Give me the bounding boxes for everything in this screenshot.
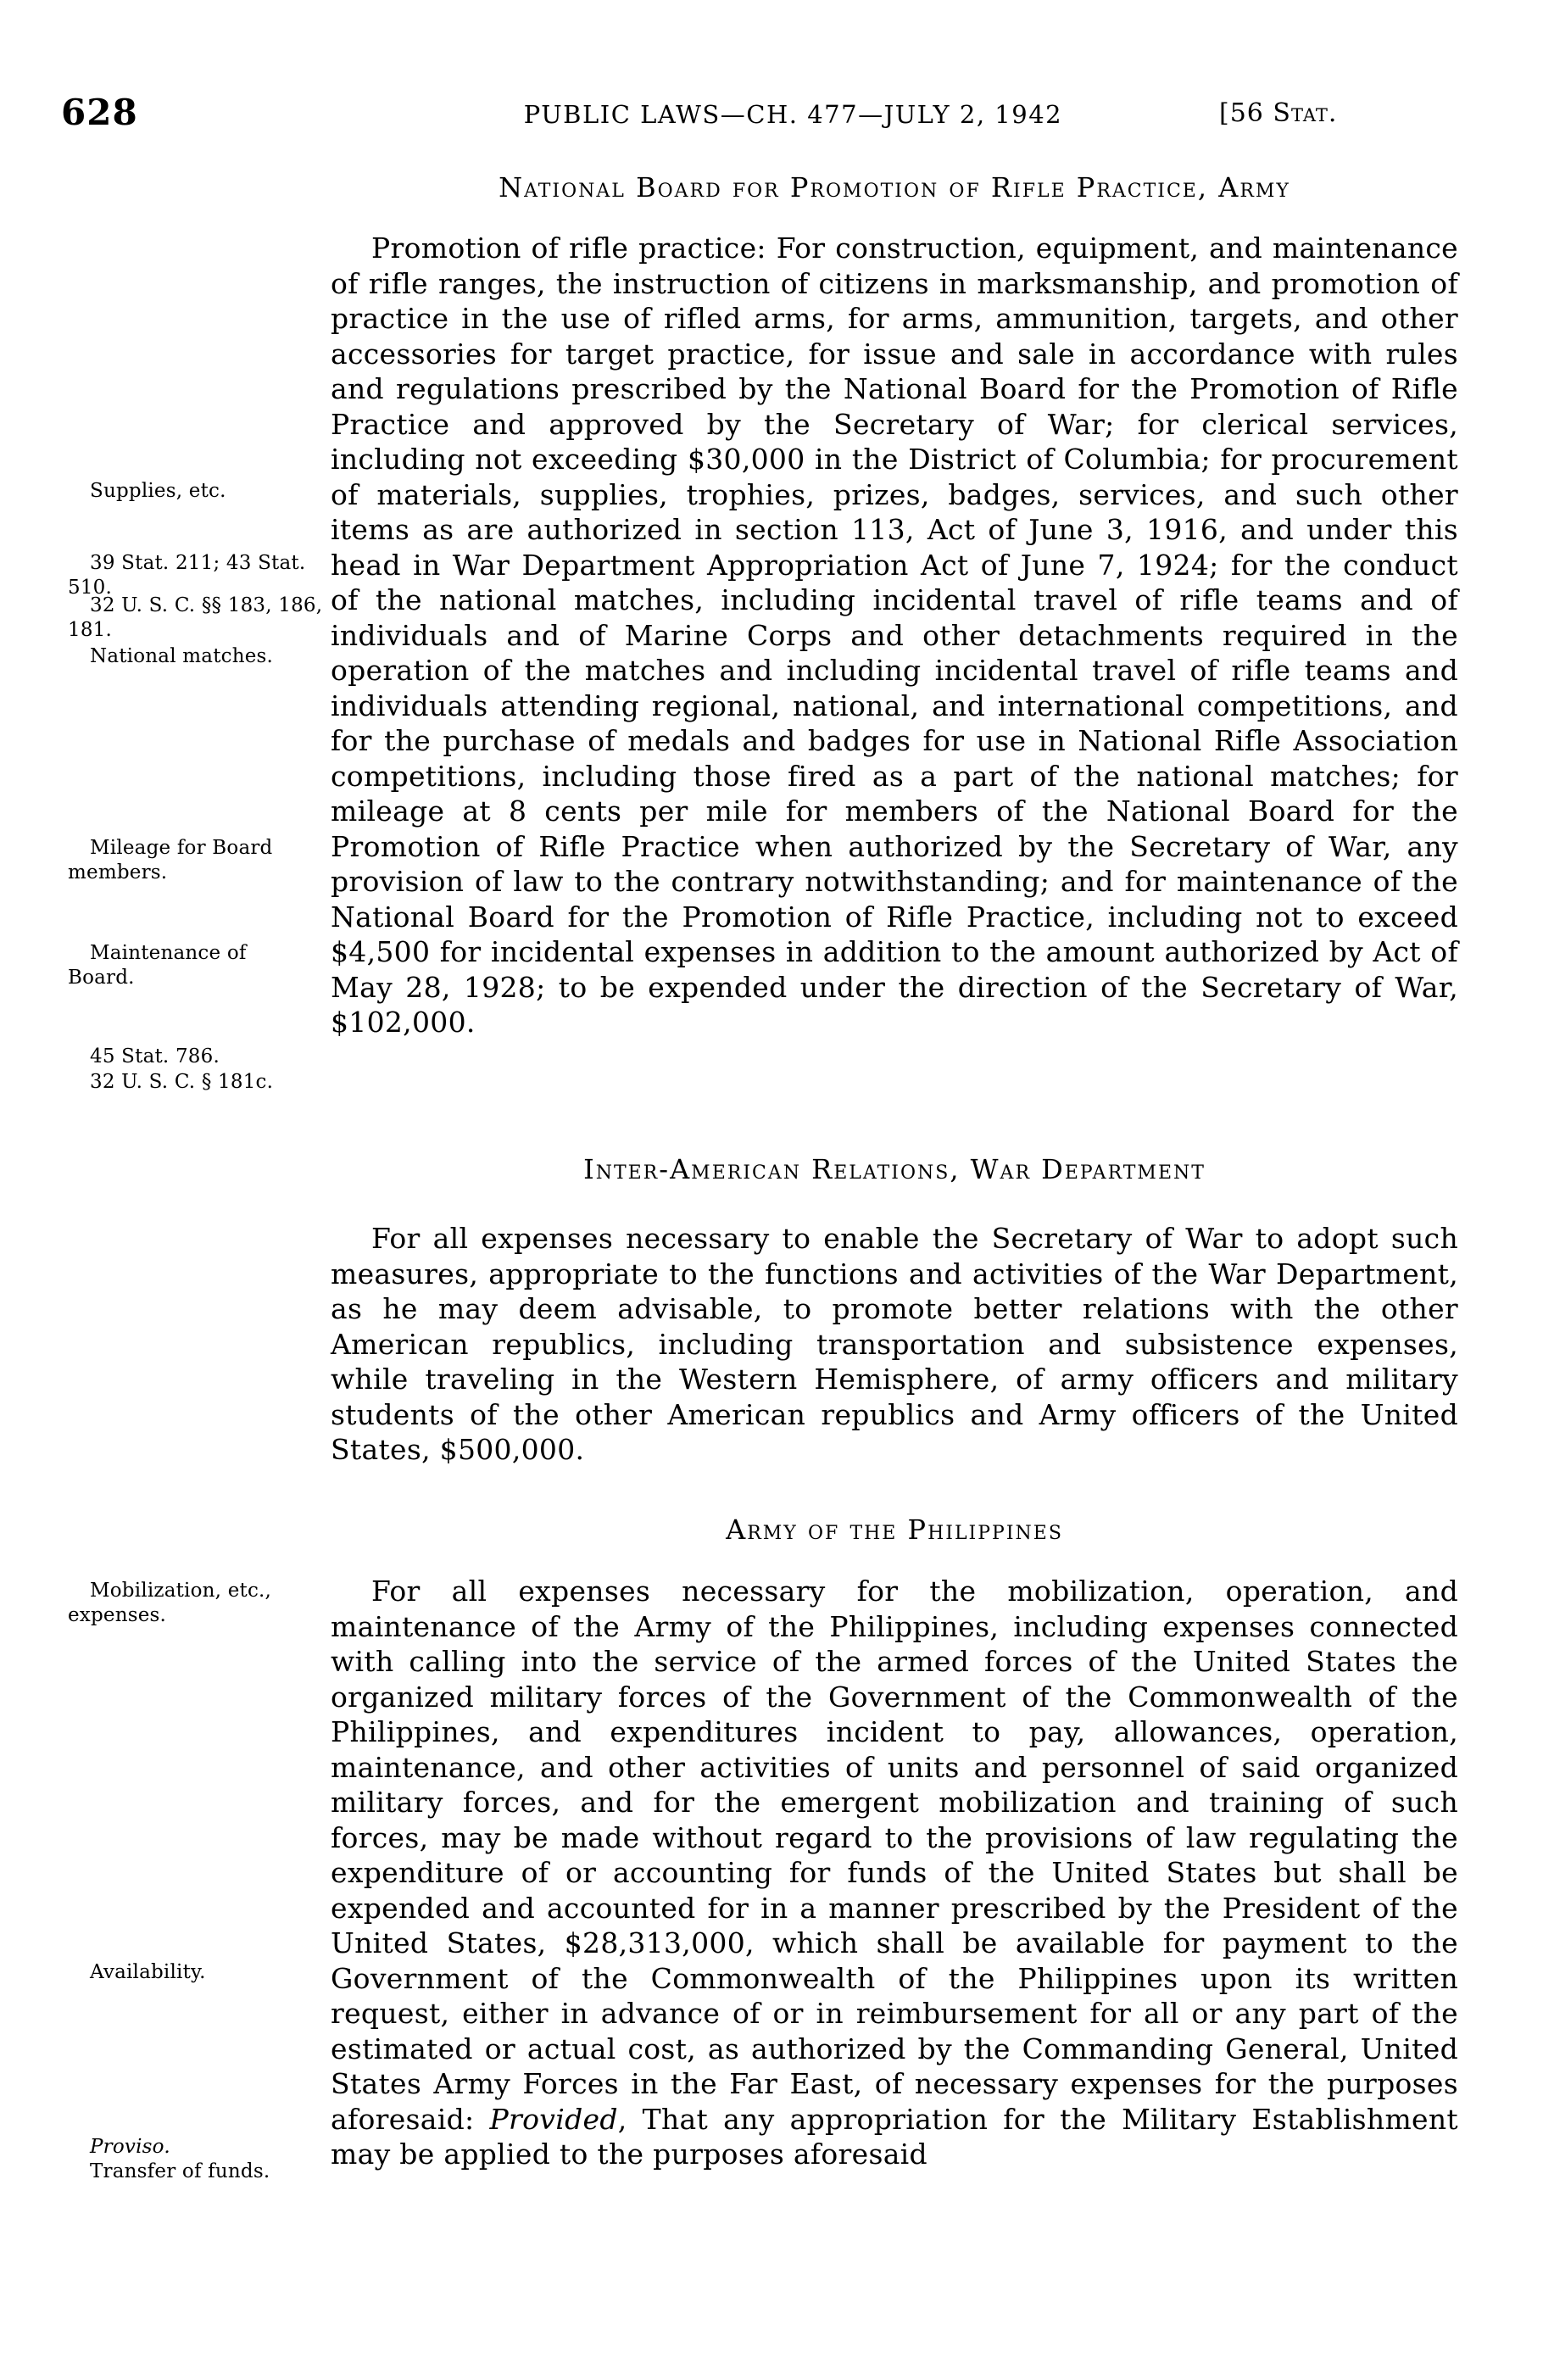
section-heading-army-of-philippines: Army of the Philippines: [726, 1513, 1063, 1546]
margin-note-32-usc-181c: 32 U. S. C. § 181c.: [90, 1071, 274, 1093]
margin-note-national-matches: National matches.: [90, 645, 274, 667]
section-heading-rifle-practice: National Board for Promotion of Rifle Practice, Army: [499, 171, 1290, 203]
running-header: PUBLIC LAWS—CH. 477—JULY 2, 1942: [523, 100, 1063, 129]
margin-note-supplies: Supplies, etc.: [90, 480, 226, 502]
margin-note-proviso: Proviso.: [90, 2136, 170, 2158]
paragraph-text-before-proviso: For all expenses necessary for the mobilization, operation, and maintenance of the Army of the Philippines, including expenses connected with calling into the service of the armed forces of the United States the organized military forces of the Government of the Commonwealth of the Philippines, and expenditures incident to pay, allowances, operation, maintenance, and other activities of units and personnel of said organized military forces, and for the emergent mobilization and training of such forces, may be made without regard to the provisions of law regulating the expenditure of or accounting for funds of the United States but shall be expended and accounted for in a manner prescribed by the President of the United States, $28,313,000, which shall be available for payment to the Government of the Commonwealth of the Philippines upon its written request, either in advance of or in reimbursement for all or any part of the estimated or actual cost, as authorized by the Commanding General, United States Army Forces in the Far East, of necessary expenses for the purposes aforesaid:: [331, 1575, 1458, 2136]
margin-note-mileage-board: Mileage for Board members.: [68, 837, 273, 883]
margin-note-availability: Availability.: [90, 1961, 206, 1983]
section-heading-inter-american-relations: Inter-American Relations, War Department: [583, 1153, 1206, 1185]
margin-note-mobilization: Mobilization, etc., expenses.: [68, 1580, 272, 1626]
page-number: 628: [61, 92, 138, 133]
paragraph-text-after-proviso: , That any appropriation for the Military Establishment may be applied to the purposes aforesaid: [331, 2102, 1458, 2171]
proviso-italic-word: Provided: [489, 2102, 618, 2136]
paragraph-army-of-philippines: [331, 1574, 1458, 2172]
paragraph-inter-american-relations: For all expenses necessary to enable the Secretary of War to adopt such measures, appropriate to the functions and activities of the War Department, as he may deem advisable, to promote better relations with the other American republics, including transportation and subsistence expenses, while traveling in the Western Hemisphere, of army officers and military students of the other American republics and Army officers of the United States, $500,000.: [331, 1222, 1458, 1466]
paragraph-rifle-practice: Promotion of rifle practice: For construction, equipment, and maintenance of rifle ranges, the instruction of citizens in marksmanship, and promotion of practice in the use of rifled arms, for arms, ammunition, targets, and other accessories for target practice, for issue and sale in accordance with rules and regulations prescribed by the National Board for the Promotion of Rifle Practice and approved by the Secretary of War; for clerical services, including not exceeding $30,000 in the District of Columbia; for procurement of materials, supplies, trophies, prizes, badges, services, and such other items as are authorized in section 113, Act of June 3, 1916, and under this head in War Department Appropriation Act of June 7, 1924; for the conduct of the national matches, including incidental travel of rifle teams and of individuals and of Marine Corps and other detachments required in the operation of the matches and including incidental travel of rifle teams and individuals attending regional, national, and international competitions, and for the purchase of medals and badges for use in National Rifle Association competitions, including those fired as a part of the national matches; for mileage at 8 cents per mile for members of the National Board for the Promotion of Rifle Practice when authorized by the Secretary of War, any provision of law to the contrary notwithstanding; and for maintenance of the National Board for the Promotion of Rifle Practice, including not to exceed $4,500 for incidental expenses in addition to the amount authorized by Act of May 28, 1928; to be expended under the direction of the Secretary of War, $102,000.: [331, 231, 1458, 1039]
margin-note-transfer-of-funds: Transfer of funds.: [90, 2160, 270, 2182]
stat-volume-citation: [56 Stat.: [1219, 98, 1338, 128]
margin-note-45-stat-786: 45 Stat. 786.: [90, 1045, 220, 1067]
margin-note-32-usc-183: 32 U. S. C. §§ 183, 186, 181.: [68, 594, 323, 641]
margin-note-maintenance-board: Maintenance of Board.: [68, 942, 247, 989]
margin-note-39-stat-211: 39 Stat. 211; 43 Stat. 510.: [68, 552, 306, 599]
